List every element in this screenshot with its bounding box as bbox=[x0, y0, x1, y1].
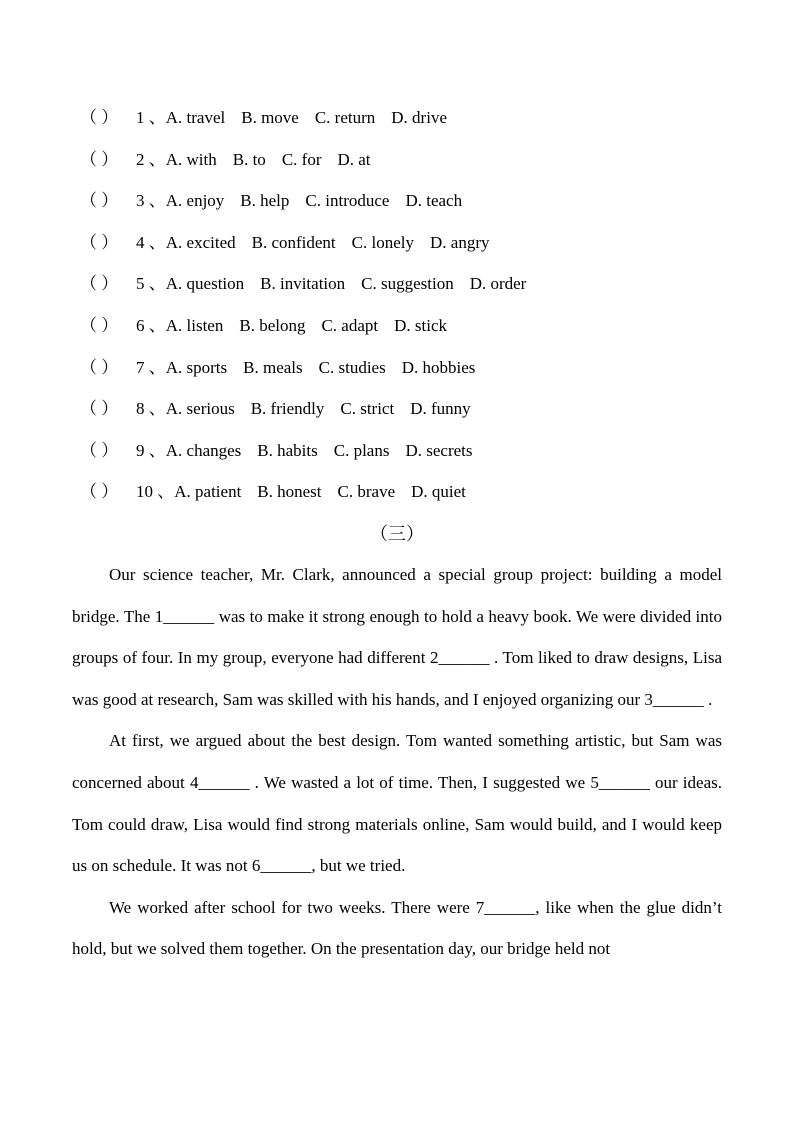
answer-blank[interactable]: （ ） bbox=[80, 440, 119, 460]
answer-blank[interactable]: （ ） bbox=[80, 149, 119, 169]
answer-blank[interactable]: （ ） bbox=[80, 357, 119, 377]
question-number: 1 、 bbox=[136, 108, 166, 127]
option-b: B. meals bbox=[243, 357, 303, 377]
option-b: B. move bbox=[241, 108, 299, 127]
question-list bbox=[80, 104, 740, 520]
answer-blank[interactable]: （ ） bbox=[80, 108, 119, 127]
section-title: （三） bbox=[370, 524, 424, 544]
option-b: B. honest bbox=[257, 482, 322, 502]
question-number: 10 、 bbox=[136, 482, 175, 502]
question-row bbox=[80, 478, 740, 520]
option-b: B. friendly bbox=[250, 399, 325, 419]
option-a: A. enjoy bbox=[165, 191, 225, 211]
option-a: A. patient bbox=[174, 482, 242, 502]
option-d: D. hobbies bbox=[401, 357, 476, 377]
passage-paragraph: We worked after school for two weeks. There were 7______, like when the glue didn’t hold, but we solved them together. On the presentation day, our bridge held not bbox=[72, 897, 722, 959]
option-c: C. adapt bbox=[321, 315, 379, 335]
question-row bbox=[80, 187, 740, 229]
question-row bbox=[80, 229, 740, 271]
option-d: D. teach bbox=[405, 191, 463, 211]
option-c: C. for bbox=[281, 149, 322, 169]
option-a: A. sports bbox=[165, 357, 228, 377]
question-row bbox=[80, 146, 740, 188]
answer-blank[interactable]: （ ） bbox=[80, 482, 119, 502]
answer-blank[interactable]: （ ） bbox=[80, 232, 119, 252]
option-b: B. confident bbox=[251, 232, 336, 252]
option-c: C. return bbox=[314, 108, 376, 127]
question-number: 2 、 bbox=[136, 149, 166, 169]
option-a: A. listen bbox=[165, 315, 224, 335]
question-row bbox=[80, 354, 740, 396]
option-a: A. serious bbox=[165, 399, 235, 419]
answer-blank[interactable]: （ ） bbox=[80, 274, 119, 294]
option-c: C. suggestion bbox=[361, 274, 454, 294]
option-a: A. changes bbox=[165, 440, 242, 460]
question-number: 5 、 bbox=[136, 274, 166, 294]
option-d: D. order bbox=[469, 274, 527, 294]
option-c: C. lonely bbox=[351, 232, 414, 252]
option-b: B. habits bbox=[257, 440, 318, 460]
reading-passage bbox=[72, 554, 722, 970]
question-number: 6 、 bbox=[136, 315, 166, 335]
option-a: A. question bbox=[165, 274, 245, 294]
option-c: C. plans bbox=[333, 440, 390, 460]
question-row bbox=[80, 312, 740, 354]
answer-blank[interactable]: （ ） bbox=[80, 191, 119, 211]
passage-paragraph: Our science teacher, Mr. Clark, announced a special group project: building a model bridge. The 1______ was to make it strong enough to hold a heavy book. We were divided into groups of four. In my group, everyone had different 2______ . Tom liked to draw designs, Lisa was good at research, Sam was skilled with his hands, and I enjoyed organizing our 3______ . bbox=[72, 565, 722, 709]
answer-blank[interactable]: （ ） bbox=[80, 315, 119, 335]
question-number: 9 、 bbox=[136, 440, 166, 460]
option-d: D. drive bbox=[391, 108, 447, 127]
question-row bbox=[80, 104, 740, 146]
option-a: A. with bbox=[165, 149, 217, 169]
option-d: D. at bbox=[337, 149, 371, 169]
answer-blank[interactable]: （ ） bbox=[80, 399, 119, 419]
option-d: D. funny bbox=[410, 399, 471, 419]
option-c: C. brave bbox=[337, 482, 396, 502]
option-d: D. stick bbox=[394, 315, 448, 335]
passage-paragraph: At first, we argued about the best design. Tom wanted something artistic, but Sam was concerned about 4______ . We wasted a lot of time. Then, I suggested we 5______ our ideas. Tom could draw, Lisa would find strong materials online, Sam would build, and I would keep us on schedule. It was not 6______, but we tried. bbox=[72, 731, 722, 876]
option-c: C. introduce bbox=[305, 191, 390, 211]
question-number: 7 、 bbox=[136, 357, 166, 377]
option-b: B. invitation bbox=[260, 274, 346, 294]
option-d: D. quiet bbox=[411, 482, 466, 502]
option-a: A. travel bbox=[165, 108, 226, 127]
question-number: 3 、 bbox=[136, 191, 166, 211]
option-b: B. help bbox=[240, 191, 290, 211]
option-b: B. to bbox=[232, 149, 266, 169]
option-d: D. angry bbox=[430, 232, 490, 252]
question-number: 8 、 bbox=[136, 399, 166, 419]
question-number: 4 、 bbox=[136, 232, 166, 252]
option-c: C. strict bbox=[340, 399, 395, 419]
question-row bbox=[80, 270, 740, 312]
question-row bbox=[80, 395, 740, 437]
option-b: B. belong bbox=[239, 315, 306, 335]
option-c: C. studies bbox=[318, 357, 386, 377]
option-a: A. excited bbox=[165, 232, 236, 252]
option-d: D. secrets bbox=[405, 440, 473, 460]
question-row bbox=[80, 437, 740, 479]
